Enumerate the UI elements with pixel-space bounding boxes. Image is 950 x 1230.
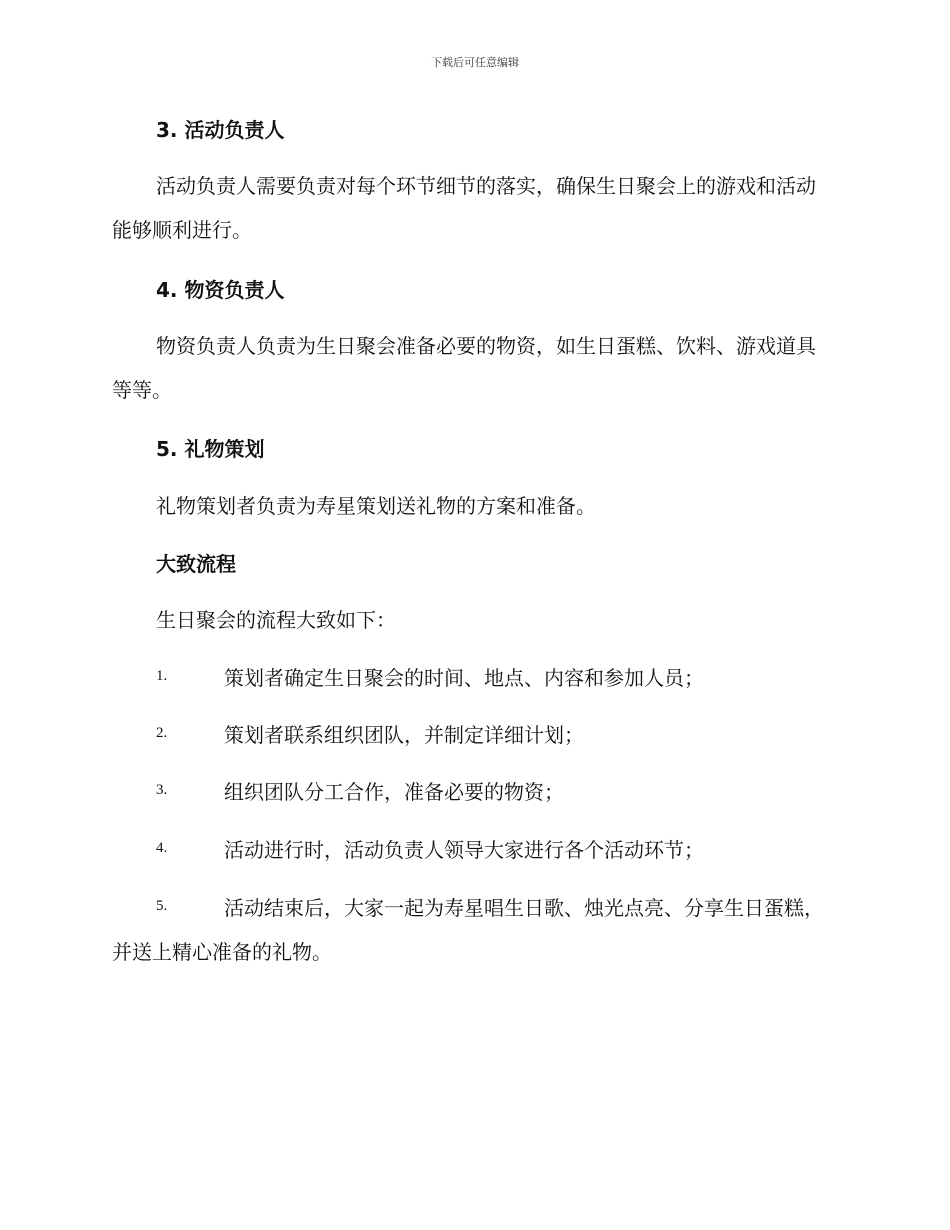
section-body-5 [112, 484, 834, 528]
section-heading-4: 4. 物资负责人 [156, 278, 285, 302]
list-text: 策划者联系组织团队，并制定详细计划； [224, 723, 584, 747]
list-item [112, 886, 834, 974]
paragraph: 活动负责人需要负责对每个环节细节的落实，确保生日聚会上的游戏和活动能够顺利进行。 [112, 174, 816, 242]
list-number: 1. [156, 668, 168, 684]
paragraph: 物资负责人负责为生日聚会准备必要的物资，如生日蛋糕、饮料、游戏道具等等。 [112, 334, 816, 402]
list-item [112, 770, 834, 814]
process-intro: 生日聚会的流程大致如下： [156, 608, 396, 632]
section-heading-5: 5. 礼物策划 [156, 437, 265, 461]
section-body-3 [112, 164, 834, 252]
list-number: 2. [156, 725, 168, 741]
process-heading: 大致流程 [156, 552, 236, 576]
list-number: 5. [156, 898, 168, 914]
list-item [112, 656, 834, 700]
list-text: 活动进行时，活动负责人领导大家进行各个活动环节； [224, 838, 704, 862]
section-body-4 [112, 324, 834, 412]
list-text: 组织团队分工合作，准备必要的物资； [224, 780, 564, 804]
list-item [112, 713, 834, 757]
paragraph: 礼物策划者负责为寿星策划送礼物的方案和准备。 [156, 494, 596, 518]
list-text: 策划者确定生日聚会的时间、地点、内容和参加人员； [224, 666, 704, 690]
list-item [112, 828, 834, 872]
list-text: 活动结束后，大家一起为寿星唱生日歌、烛光点亮、分享生日蛋糕，并送上精心准备的礼物。 [112, 896, 824, 964]
header-note: 下载后可任意编辑 [431, 56, 519, 69]
list-number: 3. [156, 782, 168, 798]
list-number: 4. [156, 840, 168, 856]
section-heading-3: 3. 活动负责人 [156, 118, 285, 142]
